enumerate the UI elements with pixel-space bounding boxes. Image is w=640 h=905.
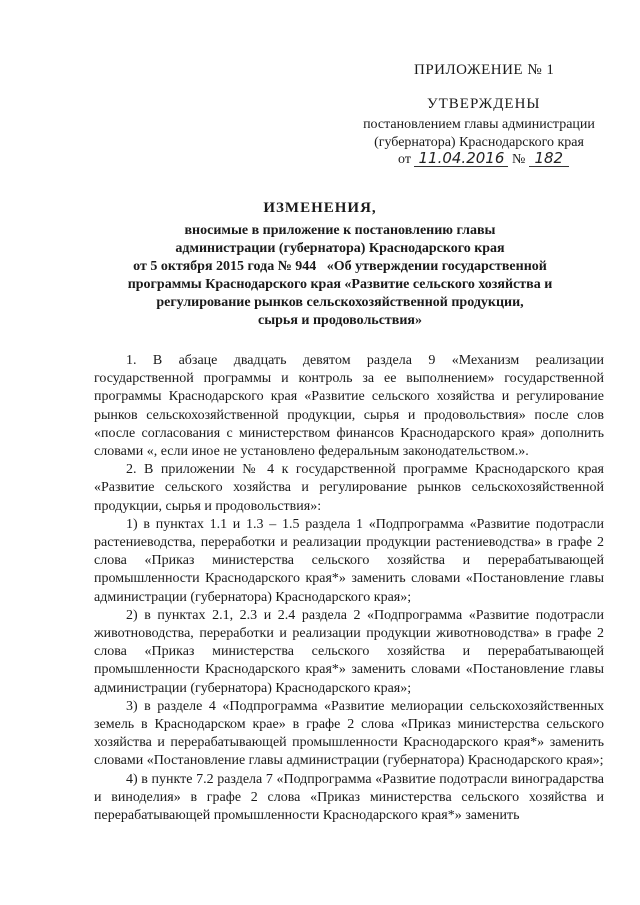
title-line-4: программы Краснодарского края «Развитие сельского хозяйства и: [127, 277, 553, 292]
number-prefix: №: [511, 152, 526, 167]
title-line-3: от 5 октября 2015 года № 944 «Об утверждении государственной: [133, 259, 547, 274]
handwritten-date: 11.04.2016: [414, 150, 508, 167]
document-body: [94, 352, 604, 825]
title-line-2: администрации (губернатора) Краснодарского края: [175, 241, 505, 256]
appendix-label: ПРИЛОЖЕНИЕ № 1: [414, 62, 555, 78]
approved-by-line-2: (губернатора) Краснодарского края: [374, 135, 584, 150]
title-line-6: сырья и продовольствия»: [258, 313, 422, 328]
paragraph-6: 4) в пункте 7.2 раздела 7 «Подпрограмма «Развитие подотрасли виноградарства и виноделия» в графе 2 слова «Приказ министерства сельского хозяйства и перерабатывающей промышленности Краснодарского края*» заменить: [94, 771, 604, 824]
document-title: ИЗМЕНЕНИЯ,: [263, 200, 377, 216]
date-number-line: [398, 150, 569, 169]
approved-by-line-1: постановлением главы администрации: [363, 117, 595, 132]
paragraph-4: 2) в пунктах 2.1, 2.3 и 2.4 раздела 2 «Подпрограмма «Развитие подотрасли животноводства, переработки и реализации продукции животноводства» в графе 2 слова «Приказ министерства сельского хозяйства и перерабатывающей промышленности Краснодарского края*» заменить словами «Постановление главы администрации (губернатора) Краснодарского края»;: [94, 607, 604, 696]
approved-label: УТВЕРЖДЕНЫ: [427, 96, 541, 112]
paragraph-2: 2. В приложении № 4 к государственной программе Краснодарского края «Развитие сельского хозяйства и регулирование рынков сельскохозяйственной продукции, сырья и продовольствия»:: [94, 462, 604, 514]
paragraph-1: 1. В абзаце двадцать девятом раздела 9 «Механизм реализации государственной программы и контроль за ее выполнением» государственной программы Краснодарского края «Развитие сельского хозяйства и регулирование рынков сельскохозяйственной продукции, сырья и продовольствия» после слов «после согласования с министерством финансов Краснодарского края» дополнить словами «, если иное не установлено федеральным законодательством.».: [94, 353, 604, 460]
paragraph-5: 3) в разделе 4 «Подпрограмма «Развитие мелиорации сельскохозяйственных земель в Краснодарском крае» в графе 2 слова «Приказ министерства сельского хозяйства и перерабатывающей промышленности Краснодарского края*» заменить словами «Постановление главы администрации (губернатора) Краснодарского края»;: [94, 698, 604, 769]
handwritten-number: 182: [529, 150, 569, 167]
paragraph-3: 1) в пунктах 1.1 и 1.3 – 1.5 раздела 1 «Подпрограмма «Развитие подотрасли растениеводства, переработки и реализации продукции растениеводства» в графе 2 слова «Приказ министерства сельского хозяйства и перерабатывающей промышленности Краснодарского края*» заменить словами «Постановление главы администрации (губернатора) Краснодарского края»;: [94, 516, 604, 605]
title-line-5: регулирование рынков сельскохозяйственной продукции,: [156, 295, 524, 310]
title-line-1: вносимые в приложение к постановлению главы: [184, 223, 496, 238]
date-prefix: от: [398, 152, 411, 167]
